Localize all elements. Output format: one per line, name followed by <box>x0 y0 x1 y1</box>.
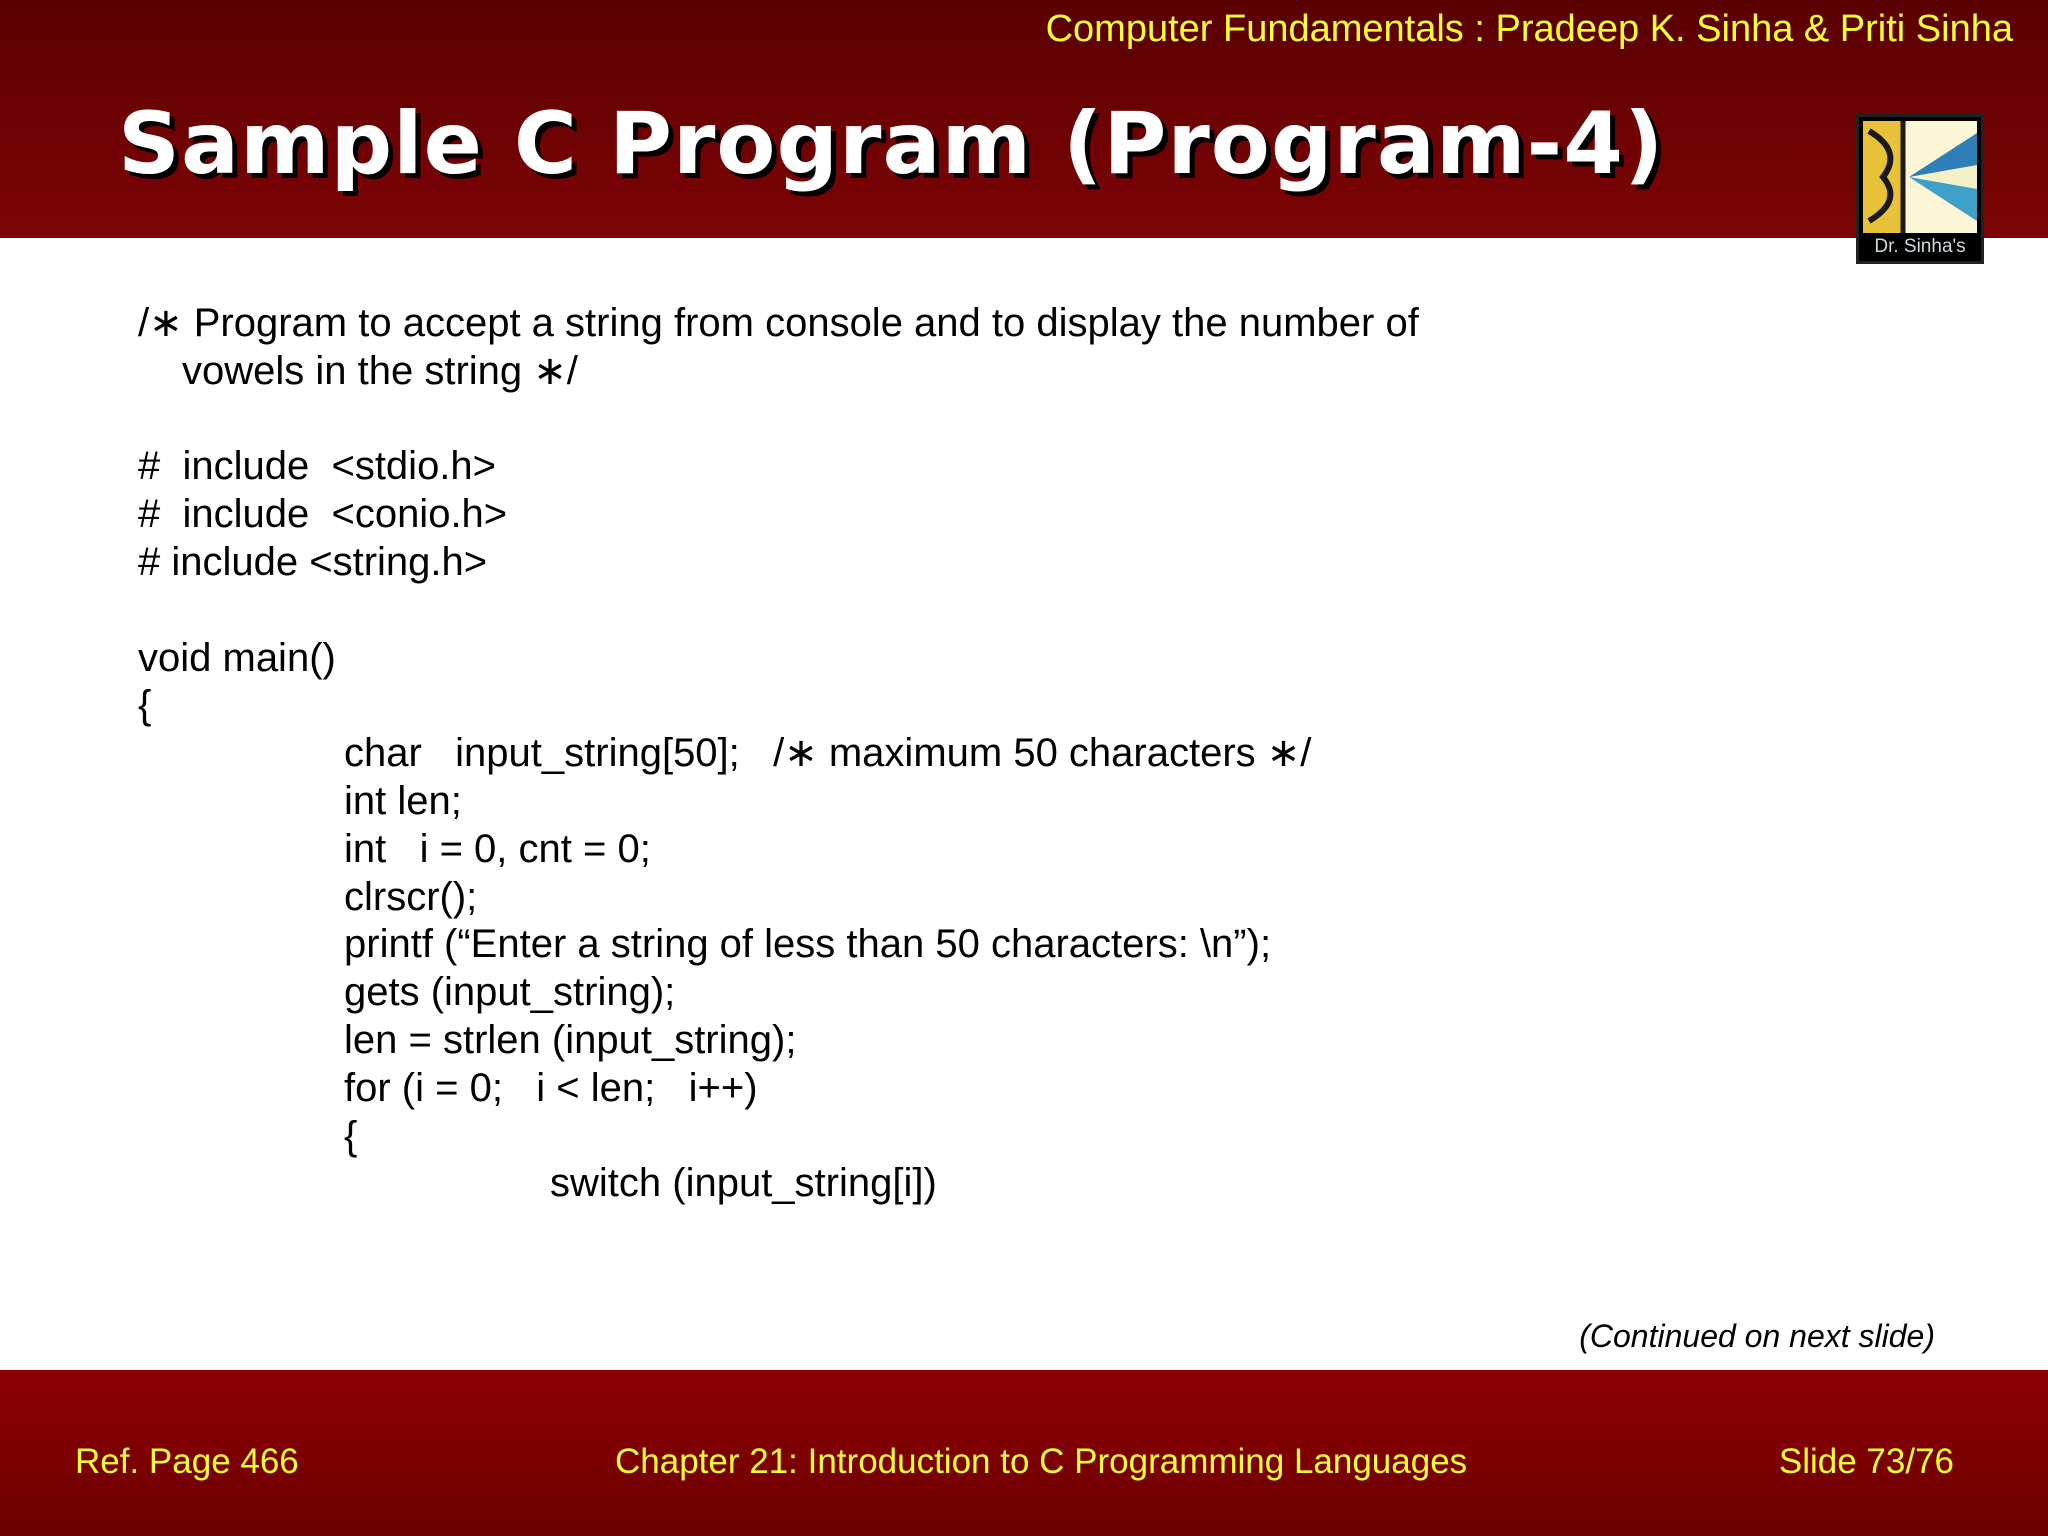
slide-number: Slide 73/76 <box>1778 1442 1954 1481</box>
comment-line: vowels in the string ∗/ <box>182 348 578 393</box>
code-listing <box>138 300 1638 1208</box>
switch-line: switch (input_string[i]) <box>550 1161 937 1206</box>
main-declaration: void main() <box>138 635 336 680</box>
code-line: printf (“Enter a string of less than 50 characters: \n”); <box>344 922 1272 967</box>
code-line: int len; <box>344 778 462 823</box>
code-line: { <box>344 1113 358 1158</box>
blank-line <box>138 587 1638 635</box>
code-line: char input_string[50]; /∗ maximum 50 characters ∗/ <box>344 731 1312 776</box>
logo-emblem-icon <box>1863 121 1977 233</box>
continued-note: (Continued on next slide) <box>1579 1318 1935 1354</box>
code-line: gets (input_string); <box>344 970 676 1015</box>
chapter-title: Chapter 21: Introduction to C Programming Languages <box>615 1442 1468 1481</box>
ref-page: Ref. Page 466 <box>75 1442 299 1481</box>
logo-caption: Dr. Sinha's <box>1874 236 1966 257</box>
code-line: len = strlen (input_string); <box>344 1017 797 1062</box>
include-line: # include <stdio.h> <box>138 444 497 489</box>
code-line: int i = 0, cnt = 0; <box>344 826 651 871</box>
code-line: clrscr(); <box>344 874 478 919</box>
open-brace: { <box>138 683 152 728</box>
slide-header <box>0 0 2048 238</box>
code-line: for (i = 0; i < len; i++) <box>344 1065 758 1110</box>
book-title: Computer Fundamentals : Pradeep K. Sinha & Priti Sinha <box>1045 8 2013 50</box>
blank-line <box>138 396 1638 444</box>
slide-footer <box>0 1370 2048 1536</box>
slide-title: Sample C Program (Program-4) <box>118 94 1665 194</box>
include-line: # include <string.h> <box>138 539 488 584</box>
comment-line: /∗ Program to accept a string from console and to display the number of <box>138 301 1419 345</box>
author-logo <box>1856 114 1984 264</box>
include-line: # include <conio.h> <box>138 492 508 537</box>
